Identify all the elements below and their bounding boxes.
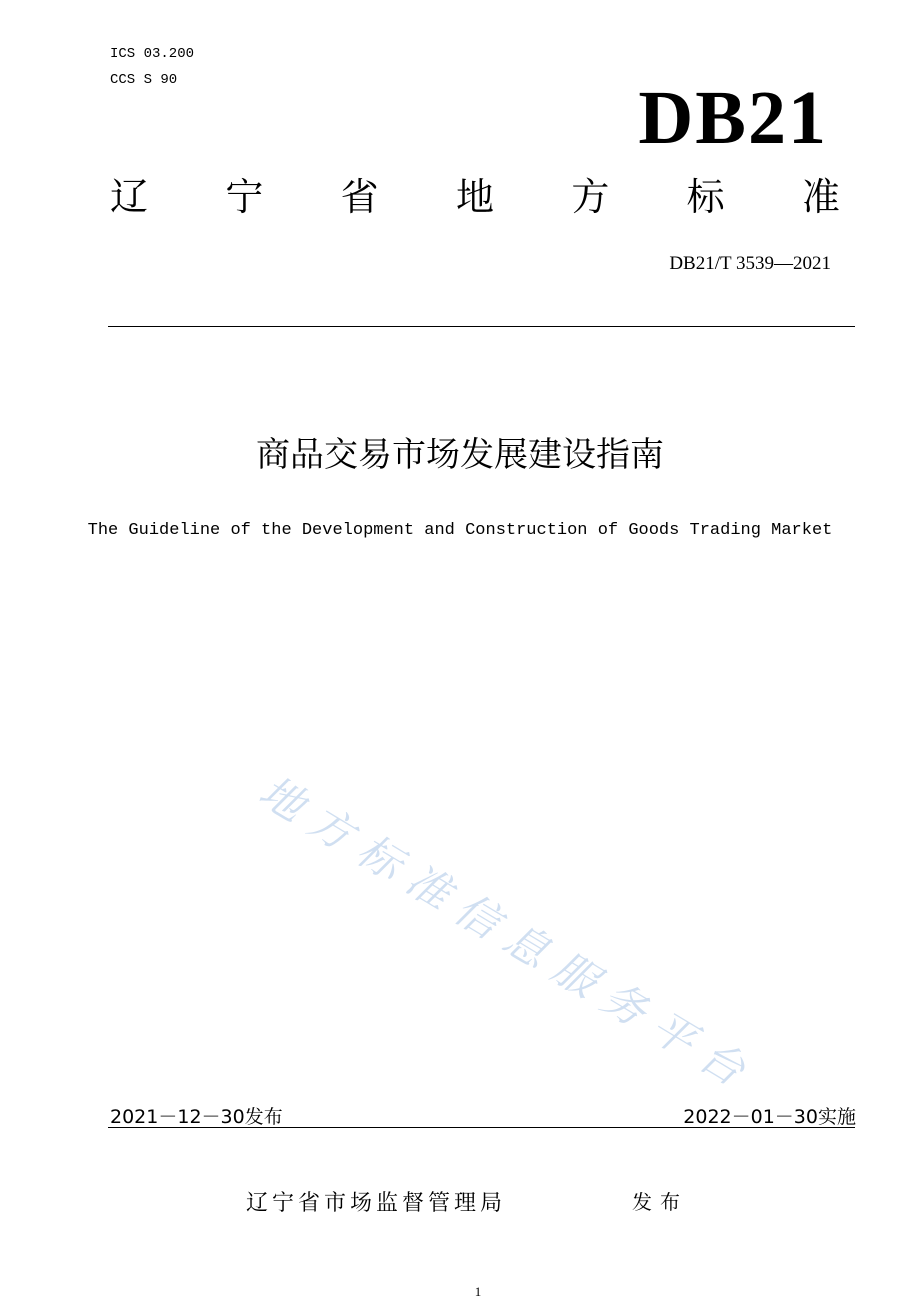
issue-label: 发布 (632, 1190, 688, 1214)
standard-number: DB21/T 3539—2021 (669, 253, 831, 274)
ccs-code: CCS S 90 (110, 72, 178, 88)
title-english: The Guideline of the Development and Construction of Goods Trading Market (87, 521, 833, 540)
bottom-divider (108, 1127, 855, 1128)
standard-type-char: 标 (686, 175, 725, 219)
watermark-char: 平 (641, 1001, 704, 1067)
watermark-char: 地 (250, 766, 313, 832)
standard-type (110, 175, 840, 219)
issuing-authority: 辽宁省市场监督管理局 (246, 1191, 507, 1216)
watermark-char: 息 (494, 913, 558, 979)
top-divider (108, 326, 855, 327)
standard-type-char: 省 (340, 175, 379, 219)
title-chinese: 商品交易市场发展建设指南 (256, 435, 664, 475)
watermark-char: 信 (445, 883, 509, 950)
db-logo: DB21 (638, 76, 828, 160)
standard-type-char: 宁 (225, 175, 264, 219)
standard-type-char: 方 (571, 175, 610, 219)
standard-type-char: 地 (455, 175, 494, 219)
standard-type-char: 准 (801, 175, 840, 219)
ics-code: ICS 03.200 (110, 46, 195, 62)
watermark (236, 760, 776, 1096)
page-number: 1 (474, 1284, 482, 1299)
watermark-char: 服 (543, 942, 607, 1008)
watermark-char: 标 (348, 825, 411, 891)
watermark-char: 准 (396, 854, 460, 920)
issue-date: 2021－12－30发布 (110, 1106, 283, 1128)
watermark-char: 务 (592, 972, 655, 1038)
implementation-date: 2022－01－30实施 (683, 1106, 856, 1128)
standard-type-char: 辽 (110, 175, 149, 219)
watermark-char: 台 (690, 1030, 753, 1096)
watermark-char: 方 (299, 795, 362, 861)
